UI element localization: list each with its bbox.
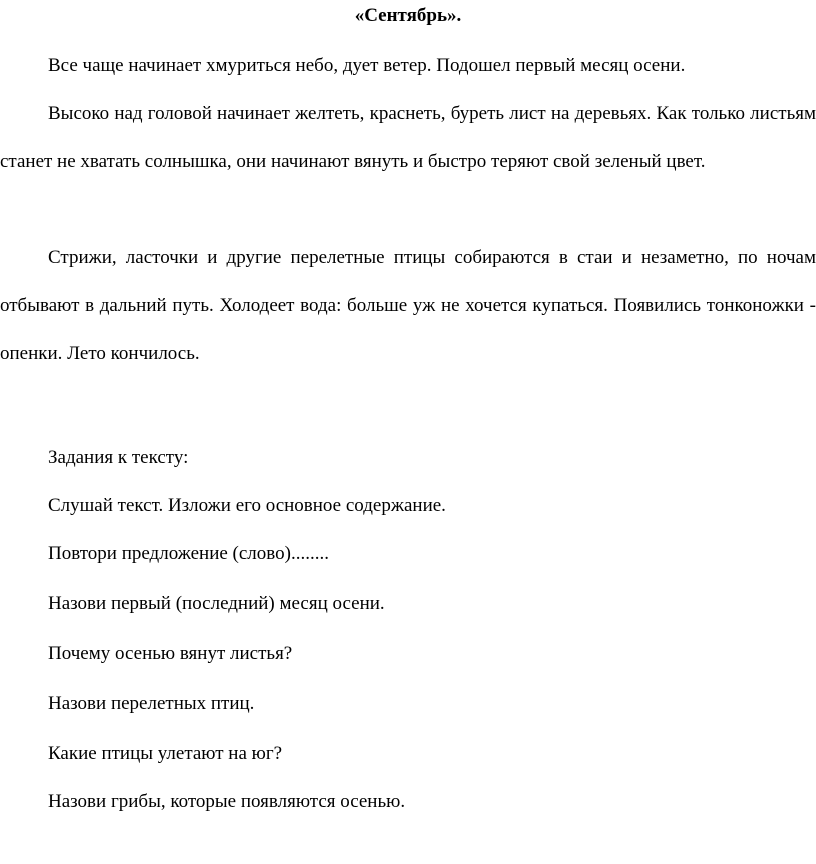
paragraph-2: Высоко над головой начинает желтеть, краснеть, буреть лист на деревьях. Как только листьям станет не хватать солнышка, они начинают вянуть и быстро теряют свой зеленый цвет. — [0, 103, 816, 172]
paragraph-1: Все чаще начинает хмуриться небо, дует ветер. Подошел первый месяц осени. — [48, 55, 686, 76]
task-item: Какие птицы улетают на юг? — [48, 743, 283, 764]
tasks-heading: Задания к тексту: — [48, 447, 189, 468]
task-item: Назови перелетных птиц. — [48, 693, 255, 714]
task-item: Почему осенью вянут листья? — [48, 643, 293, 664]
task-item: Назови грибы, которые появляются осенью. — [48, 791, 406, 812]
paragraph-3: Стрижи, ласточки и другие перелетные птицы собираются в стаи и незаметно, по ночам отбывают в дальний путь. Холодеет вода: больше уж не хочется купаться. Появились тонконожки - опенки. Лето кончилось. — [0, 247, 816, 364]
task-item: Назови первый (последний) месяц осени. — [48, 593, 385, 614]
task-item: Повтори предложение (слово)........ — [48, 543, 329, 564]
task-item: Слушай текст. Изложи его основное содержание. — [48, 495, 446, 516]
document-title: «Сентябрь». — [354, 5, 462, 26]
